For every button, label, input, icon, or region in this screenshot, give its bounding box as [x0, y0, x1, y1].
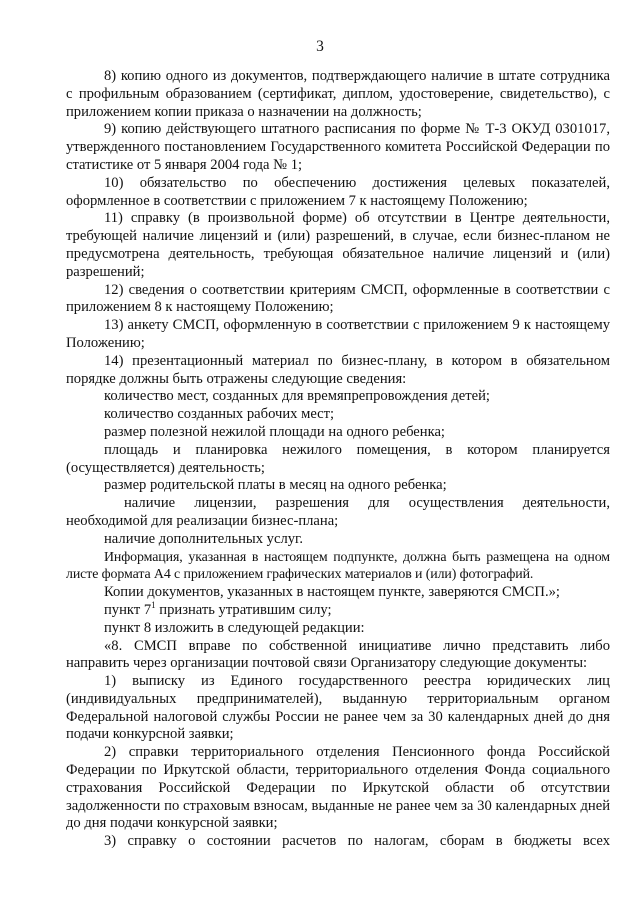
paragraph-item-14: 14) презентационный материал по бизнес-плану, в котором в обязательном порядке должны быть отражены следующие сведения: — [66, 352, 610, 387]
paragraph-point-8: «8. СМСП вправе по собственной инициативе лично представить либо направить через организации почтовой связи Организатору следующие документы: — [66, 637, 610, 672]
superscript-index: 1 — [151, 600, 156, 611]
paragraph-item-11: 11) справку (в произвольной форме) об отсутствии в Центре деятельности, требующей наличие лицензий и (или) разрешений, в случае, если бизнес-планом не предусмотрена деятельность, требующая обязательное наличие лицензий и (или) разрешений; — [66, 210, 610, 280]
paragraph-point-8-intro: пункт 8 изложить в следующей редакции: — [104, 619, 365, 636]
paragraph-subitem-3: 3) справку о состоянии расчетов по налогам, сборам в бюджеты всех — [104, 833, 610, 850]
point-7-text: признать утратившим силу; — [155, 601, 332, 618]
paragraph-copies-note: Копии документов, указанных в настоящем пункте, заверяются СМСП.»; — [104, 584, 560, 601]
list-item-extra-services: наличие дополнительных услуг. — [104, 530, 304, 547]
list-item-area: размер полезной нежилой площади на одного ребенка; — [104, 423, 445, 440]
point-7-label: пункт 7 — [104, 601, 152, 618]
list-item-jobs: количество созданных рабочих мест; — [104, 406, 335, 423]
paragraph-info-note: Информация, указанная в настоящем подпункте, должна быть размещена на одном листе формата А4 с приложением графических материалов и (или) фотографий. — [66, 549, 610, 583]
paragraph-item-9: 9) копию действующего штатного расписания по форме № Т-3 ОКУД 0301017, утвержденного постановлением Государственного комитета Российской Федерации по статистике от 5 января 2004 года № 1; — [66, 121, 610, 173]
page-number: 3 — [316, 38, 324, 55]
paragraph-item-8: 8) копию одного из документов, подтверждающего наличие в штате сотрудника с профильным образованием (сертификат, диплом, удостоверение, свидетельство), с приложением копии приказа о назначении на должность; — [66, 68, 610, 120]
paragraph-item-10: 10) обязательство по обеспечению достижения целевых показателей, оформленное в соответствии с приложением 7 к настоящему Положению; — [66, 174, 610, 209]
list-item-places: количество мест, созданных для времяпрепровождения детей; — [104, 388, 490, 405]
paragraph-point-7-1 — [66, 602, 610, 620]
list-item-premises: площадь и планировка нежилого помещения, в котором планируется (осуществляется) деятельность; — [66, 441, 610, 476]
document-body — [66, 68, 610, 851]
paragraph-subitem-1: 1) выписку из Единого государственного реестра юридических лиц (индивидуальных предпринимателей), выданную территориальным органом Федеральной налоговой службы России не ранее чем за 30 календарных дней до дня подачи конкурсной заявки; — [66, 673, 610, 743]
list-item-license: наличие лицензии, разрешения для осуществления деятельности, необходимой для реализации бизнес-плана; — [66, 495, 610, 529]
paragraph-item-13: 13) анкету СМСП, оформленную в соответствии с приложением 9 к настоящему Положению; — [66, 317, 610, 351]
paragraph-item-12: 12) сведения о соответствии критериям СМСП, оформленные в соответствии с приложением 8 к настоящему Положению; — [66, 281, 610, 316]
paragraph-subitem-2: 2) справки территориального отделения Пенсионного фонда Российской Федерации по Иркутской области, территориального отделения Фонда социального страхования Российской Федерации по Иркутской области об отсутствии задолженности по страховым взносам, выданные не ранее чем за 30 календарных дней до дня подачи конкурсной заявки; — [66, 744, 610, 832]
list-item-parent-fee: размер родительской платы в месяц на одного ребенка; — [104, 477, 447, 494]
